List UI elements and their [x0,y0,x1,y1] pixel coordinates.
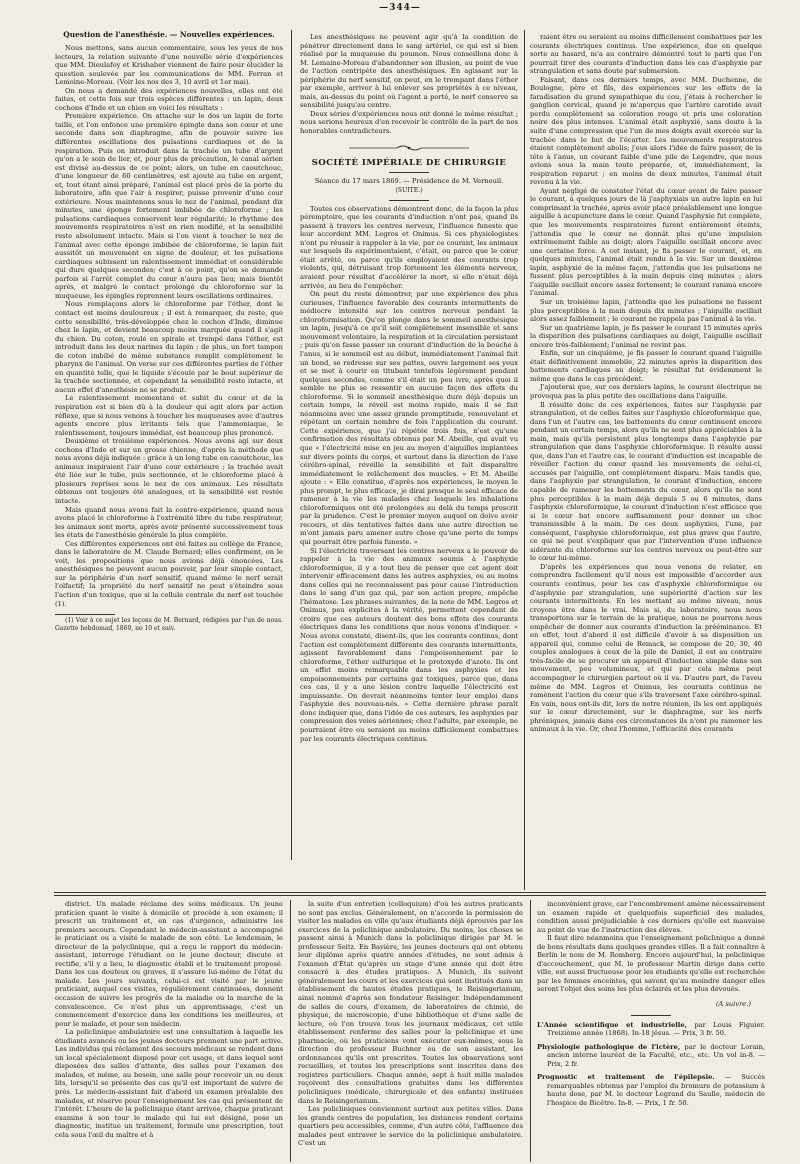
paragraph: Enfin, sur un cinquième, je fis passer le courant quand l'aiguille était définitivement immobile, 22 minutes après la disparition des battements cardiaques au doigt; le résultat fut évidemment le même que dans le cas précédent. [530,349,762,383]
paragraph: Il résulte donc de ces expériences, faites sur l'asphyxie par strangulation, et de celles faites sur l'asphyxie chloroformique que, dans l'un et l'autre cas, les battements du cœur continuent encore pendant un certain temps, alors qu'ils ne sont plus appréciables à la main, mais qu'ils persistent plus longtemps dans l'asphyxie par strangulation que dans l'asphyxie chloroformique. Il résulte aussi que, dans l'un et l'autre cas, le courant d'induction est incapable de réveiller l'action du cœur quand les mouvements de celui-ci, accusés par l'aiguille, ont complètement disparu. Mais tandis que, dans l'asphyxie par strangulation, le courant d'induction, encore capable de ramener les battements du cœur, alors qu'ils ne sont plus perceptibles à la main déjà depuis 5 ou 6 minutes, dans l'asphyxie chloroformique, le courant d'induction n'est efficace que si le cœur bat encore suffisamment pour donner un choc transmissible à la main. De ces deux asphyxies, l'une, par conséquent, l'asphyxie chloroformique, est plus grave que l'autre, ce qui ne peut s'expliquer que par l'intervention d'une influence sidérante du chloroforme sur les centres nerveux ou peut-être sur le cœur lui-même. [530,400,762,563]
column-rule-1 [291,30,292,860]
suite-label: (SUITE.) [395,187,423,195]
bibliography-detail: par le docteur Lorain, ancien interne lauréat de la Faculté, etc., etc. Un vol in-8. — Prix, 2 fr. [547,1042,765,1068]
to-be-continued: (A suivre.) [715,1000,751,1009]
paragraph: inconvénient grave, car l'encombrement amène nécessairement un examen rapide et quelquefois superficiel des malades, condition aussi préjudiciable à ces derniers qu'elle est mauvaise au point de vue de l'instruction des élèves. [537,900,765,934]
column-2 [300,33,518,888]
paragraph: Si l'électricité traversant les centres nerveux a le pouvoir de rappeler à la vie des animaux soumis à l'asphyxie chloroformique, il y a tout lieu de penser que cet agent doit intervenir efficacement dans les autres asphyxies, ou au moins dans celles qui ne reconnaissent pas pour cause l'introduction dans le sang d'un gaz qui, par son action propre, empêche l'hématose. Les phrases suivantes, de la note de MM. Legros et Onimus, peu explicites à la vérité, permettent cependant de croire que ces auteurs doutent des bons effets des courants électriques dans les conditions que nous venons d'indiquer. « Nous avons constaté, disent-ils, que les courants continus, dont l'action est complètement différente des courants intermittents, agissent favorablement dans l'empoisonnement par le chloroforme, l'éther sulfurique et le protoxyde d'azote. Ils ont un effet moins remarquable dans les asphyxies et les empoisonnements par certains gaz toxiques, parce que, dans ces cas, il y a une lésion contre laquelle l'électricité est impuissante. On devrait néanmoins tenter leur emploi dans l'asphyxie des nouveau-nés. » Cette dernière phrase paraît donc indiquer que, dans l'idée de ces auteurs, les asphyxies par compression des voies aériennes; chez l'adulte, par exemple, ne pourraient être ou seraient au moins difficilement combattues par les courants électriques continus. [300,546,518,743]
paragraph: Les policliniques conviennent surtout aux petites villes. Dans les grands centres de population, les distances rendent certains quartiers peu accessibles, comme, d'un autre côté, l'affluence des malades peut entraver le service de la policlinique ambulatoire. C'est un [298,1105,523,1148]
paragraph: la suite d'un entretien (colloquium) d'où les autres praticants ne sont pas exclus. Généralement, on n'accorde la permission de visiter les malades en ville qu'aux étudiants déjà éprouvés par les exercices de la policlinique ambulatoire. Du moins, les choses se passent ainsi à Munich dans la policlinique dirigée par M. le professeur Seitz. En Bavière, les jeunes docteurs qui ont obtenu leur diplôme après quatre années d'études, ne sont admis à l'examen d'État qu'après un stage d'une année qui doit être consacré à des études pratiques. A Munich, ils suivent généralement les cours et les exercices qui sont institués dans un établissement de hautes études pratiques, le Reisingerianum, ainsi nommé d'après son fondateur Reisinger. Indépendamment de salles de cours, d'examen, de laboratoires de chimie, de physique, de microscopie, d'une bibliothèque et d'une salle de lecture, où l'on trouve tous les journaux médicaux, cet utile établissement renferme des salles pour la policlinique et une pharmacie, où les praticiens vont exécuter eux-mêmes, sous la direction du professeur Buchner ou de son assistant, les ordonnances qu'ils ont prescrites. Toutes les observations sont recueillies, et toutes les prescriptions sont inscrites dans des registres particuliers. Chaque année, sept à huit mille malades reçoivent des consultations gratuites dans les différentes policliniques (médicale, chirurgicale et des enfants) instituées dans le Reisingerianum. [298,900,523,1105]
paragraph: Première expérience. On attache sur le dos un lapin de forte taille, et l'on enfonce une première épingle dans son cœur et une seconde dans son diaphragme, afin de pouvoir suivre les différentes oscillations des pulsations cardiaques et de la respiration. Puis on introduit dans la trachée un tube d'argent qu'on a le soin de lier, et, pour plus de précaution, le canal aérien est divisé au-dessus de ce point; alors, un tube en caoutchouc, d'une longueur de 60 centimètres, est ajouté au tube en argent, et, tout étant ainsi préparé, l'animal est placé près de la porte du laboratoire, afin que l'air à respirer, puisse provenir d'une cour extérieure. Nous maintenons sous le nez de l'animal, pendant dix minutes, une éponge fortement imbibée de chloroforme ; les pulsations cardiaques conservent leur régularité; le rhythme des mouvements respiratoires n'est en rien modifié, et la sensibilité reste absolument intacte. Mais si l'on vient à toucher le nez de l'animal avec cette éponge imbibée de chloroforme, le lapin fait aussitôt un mouvement en signe de douleur, et les pulsations cardiaques subissent un ralentissement immédiat et considérable qui dure quelques secondes; c'est à ce point, qu'on se demande parfois si l'arrêt complet du cœur n'aura pas lieu; mais bientôt après, et malgré le contact prolongé du chloroforme sur la muqueuse, les épingles reprennent leurs oscillations ordinaires. [55,112,283,300]
feuilleton-column-3 [537,900,765,1162]
title-rule [389,200,429,201]
page-number: —344— [379,3,421,13]
bibliography-title: L'Année scientifique et industrielle, [537,1020,687,1029]
footnote: (1) Voir à ce sujet les leçons de M. Bernard, rédigées par l'un de nous. Gazette hebdomad, 1869, no 10 et suiv. [55,617,283,632]
column-3 [530,33,762,888]
column-1 [55,30,283,855]
ornament-divider-icon [349,144,469,152]
section-rule [54,892,766,893]
footnote-rule [55,614,115,615]
article-heading-anesthesie: Question de l'anesthésie. — Nouvelles expériences. [63,30,275,39]
paragraph: Ayant négligé de constater l'état du cœur avant de faire passer le courant, à quelques jours de là j'asphyxiais un autre lapin en lui comprimant la trachée, après avoir placé préalablement une longue aiguille à acupuncture dans le cœur. Quand l'asphyxie fut complète, que les mouvements respiratoires furent entièrement éteints, j'attendis que le cœur ne donnât plus qu'une impulsion extrêmement faible au doigt; alors l'aiguille oscillait encore avec une certaine force. A cet instant, je fis passer le courant, et, en quelques minutes, l'animal était rendu à la vie. Sur un deuxième lapin, asphyxié de la même façon, j'attendis que les pulsations ne fussent plus perceptibles à la main depuis cinq minutes ; alors l'aiguille oscillait encore assez fortement; le courant ranima encore l'animal. [530,186,762,298]
bibliography-detail: par Louis Figuier. Treizième année (1868). In-18 jésus. — Prix, 3 fr. 50. [547,1020,765,1038]
paragraph: Il faut dire néanmoins que l'enseignement policlinique a donné de bons résultats dans quelques grandes villes. Il a fait connaître à Berlin le nom de M. Romberg. Encore aujourd'hui, la policlinique d'accouchement, que M. le professeur Martin dirige dans cette ville, est aussi fructueuse pour les étudiants qu'elle est recherchée par les femmes enceintes, qui savent qu'au moindre danger elles seront l'objet des soins les plus éclairés et les plus dévoués. [537,934,765,994]
paragraph: D'après les expériences que nous venons de relater, en comprendra facilement qu'il nous est impossible d'accorder aux courants continus, pour les cas d'asphyxie chloroformique ou d'asphyxie par strangulation, une supériorité d'action sur les courants intermittents. En les mettant au même niveau, nous croyons être dans le vrai. Mais si, du laboratoire, nous nous transportons sur le terrain de la pratique, nous ne pourrons nous empêcher de donner aux courants d'induction la prééminance. Et en effet, tout d'abord il est difficile d'avoir à sa disposition un appareil qui, comme celui de Remack, se compose de 20, 30, 40 couples analogues à ceux de la pile de Daniel, il est au contraire très-facile de se procurer un appareil d'induction simple dans son mouvement, peu volumineux, et qui par cela même peut accompagner le chirurgien partout où il va. D'autre part, de l'aveu même de MM. Legros et Onimus, les courants continus ne ramènent l'action du cœur que s'ils traversent l'axe cérébro-spinal. En vain, nous ont-ils dit, lors de notre réunion, ils les ont appliqués sur le cœur directement, sur le diaphragme, sur les nerfs phréniques, jamais dans ces circonstances ils n'ont pu ramener les animaux à la vie. Or, chez l'homme, l'efficacité des courants [530,562,762,734]
society-title: SOCIÉTÉ IMPÉRIALE DE CHIRURGIE [311,157,507,168]
bibliography-entry [537,1073,765,1107]
bibliography-title: Prognostic et traitement de l'épilepsie. [537,1073,715,1082]
paragraph: Nous mettons, sans aucun commentaire, sous les yeux de nos lecteurs, la relation suivante d'une nouvelle série d'expériences que MM. Dieulafoy et Krishaber viennent de faire pour élucider la question soulevée par les communications de MM. Ferran et Lemoine-Moreau. (Voir les nos des 3, 10 avril et 1er mai). [55,44,283,87]
paragraph: Toutes ces observations démontrent donc, de la façon la plus péremptoire, que les courants d'induction n'ont pas, quand ils passent à travers les centres nerveux, l'influence funeste que leur accordent MM. Legros et Onimus. Si ces physiologistes n'ont pu réussir à rappeler à la vie, par ce courant, les animaux sur lesquels ils expérimentaient, c'était, ou parce que le cœur était arrêté, ou parce qu'ils employaient des courants trop violents, qui, détruisant trop fortement les éléments nerveux, avaient pour résultat d'accélérer la mort, si elle n'était déjà arrivée, au lieu de l'empêcher. [300,204,518,290]
feuilleton-column-1 [55,900,283,1162]
feuilleton-column-2 [298,900,523,1162]
paragraph: Sur un troisième lapin, j'attendis que les pulsations ne fussent plus perceptibles à la main depuis dix minutes ; l'aiguille oscillait alors assez faiblement ; le courant ne rappela pas l'animal à la vie. [530,297,762,324]
paragraph: raient être ou seraient au moins difficilement combattues par les courants électriques continus. Une expérience, due en quelque sorte au hasard, m'a au contraire démontré tout le parti que l'on pourrait tirer des courants d'induction dans les cas d'asphyxie par strangulation et sans doute par submersion. [530,33,762,76]
paragraph: Mais quand nous avons fait la contre-expérience, quand nous avons placé le chloroforme à l'extrémité libre du tube respirateur, les animaux sont morts, après avoir présenté successivement tous les états de l'anesthésie générale la plus complète. [55,505,283,540]
paragraph: Le ralentissement momentané et subit du cœur et de la respiration est si bien dû à la douleur qui agit alors par action réflexe, que si nous venons à toucher les muqueuses avec d'autres agents encore plus irritants tels que l'ammoniaque, le ralentissement, toujours immédiat, est beaucoup plus prononcé. [55,394,283,437]
paragraph: Nous remplaçons alors le chloroforme par l'éther, dont le contact est moins douloureux ; il est à remarquer, du reste, que cette sensibilité, très-développée chez le cochon d'Inde, diminue chez le lapin, et devient beaucoup moins marquée quand il s'agit du chien. Du coton, roulé en spirale et trempé dans l'éther, est introduit dans les deux narines du lapin ; de plus, un fort tampon de coton imbibé de même substance remplit complètement le pharynx de l'animal. On verse sur ces différentes parties de l'éther en quantité telle, que le liquide s'écoule par le bout supérieur de la trachée sectionnée, et cependant la sensibilité reste intacte, et aucun effet d'anesthésie ne se produit. [55,300,283,394]
paragraph: On peut du reste démontrer, par une expérience des plus curieuses, l'influence favorable des courants intermittents de médiocre intensité sur les centres nerveux pendant la chloroformisation. Qu'on plonge dans le sommeil anesthésique un lapin, jusqu'à ce qu'il soit complètement insensible et sans mouvement volontaire, la respiration et la circulation persistant ; puis qu'on fasse passer un courant d'induction de la bouche à l'anus, si le sommeil est au début, immédiatement l'animal fait un bond, se redresse sur ses pattes, ouvre largement ses yeux et se met à courir en titubant tontefois légèrement pendant quelques secondes, comme s'il était un peu ivre, après quoi il semble ne plus se ressentir en aucune façon des effets du chloroforme. Si le sommeil anesthésique dure déjà depuis un certain temps, le réveil est moins rapide, mais il se fait néanmoins avec une assez grande promptitude, renouvelant et répétant un certain nombre de fois l'application du courant. Cette expérience, que j'ai répétée trois fois, n'est qu'une confirmation des résultats obtenus par M. Abeille, qui avait vu que « l'électricité mise en jeu au moyen d'aiguilles implantées sur divers points du corps, et surtout dans la direction de l'axe cérébro-spinal, réveille la sensibilité et fait disparaître immédiatement le relâchement des muscles. » Et M. Abeille ajoute : « Elle constitue, d'après nos expériences, le moyen le plus prompt, le plus efficace, je dirai presque le seul efficace de ramener à la vie les malades chez lesquels les inhalations chloroformiques ont été prolongées au delà du temps prescrit par la prudence. C'est le premier moyen auquel on doive avoir recours, et dès tentatives faites dans une autre direction ne m'ont jamais paru amener autre chose qu'une perte de temps qui pourrait être parfois funeste. » [300,290,518,546]
bibliography-detail: — Succès remarquables obtenus par l'emploi du bromure de potassium à haute dose, par M. le docteur Legrand du Saulle, médecin de l'hospice de Bicêtre. In-8. — Prix, 1 fr. 50. [547,1073,765,1107]
bibliography-title: Physiologie pathologique de l'ictère, [537,1042,681,1051]
paragraph: On nous a demandé des expériences nouvelles, elles ont été faites, et cette fois sur trois espèces différentes : un lapin, deux cochons d'Inde et un chien en voici les résultats : [55,86,283,112]
paragraph: Ces différentes expériences ont été faites au collège de France, dans le laboratoire de M. Claude Bernard; elles confirment, on le voit, les propositions que nous avions déjà énoncées. Les anesthésiques ne peuvent aucun pouvoir, par leur simple contact, sur la périphérie d'un nerf sensitif, quand même le nerf serait l'olfactif; la propriété du nerf sensitif ne peut s'éteindre sous l'action d'un toxique, que si la cellule centrale du nerf est touchée (1). [55,539,283,608]
paragraph: Deuxième et troisième expériences. Nous avons agi sur deux cochons d'Inde et sur un grosse chienne, d'après la méthode que nous avons déjà indiquée : grâce à un long tube en caoutchouc, les animaux inspiraient l'air d'une cour extérieure ; la trachée avait été liée sur le tube, puis sectionnée, et le chloroforme placé à plusieurs reprises sous le nez de ces animaux. Les résultats obtenus ont toujours été analogues, et la sensibilité est restée intacte. [55,437,283,505]
paragraph: J'ajouterai que, sur ces derniers lapins, le courant électrique ne provoqua pas la plus petite des oscillations dans l'aiguille. [530,383,762,400]
paragraph: Sur un quatrième lapin, je fis passer le courant 15 minutes après la disparition des pulsations cardiaques au doigt, l'aiguille oscillait encore très-faiblement; l'animal ne revint pas. [530,323,762,349]
bibliography-entry [537,1021,765,1038]
paragraph: La policlinique ambulatoire est une consultation à laquelle les étudiants avancés ou les jeunes docteurs prennent une part active. Les individus qui réclament des secours médicaux se rendent dans un local spécialement disposé pour cet usage, et dans lequel sont disposées des salles d'attente, des salles pour l'examen des malades, et même, au besoin, une salle pour recevoir un ou deux lits, lorsqu'il se présente des cas qu'il est important de suivre de près. Le médecin-assistant fait d'abord un examen préalable des malades, et réserve pour l'enseignement les cas qui présentent de l'intérêt. L'heure de la policlinique étant arrivée, chaque praticant examine à son tour le malade qui lui est désigné, pose un diagnostic, institue un traitement, formule une prescription, tout cela sous l'œil du maître et à [55,1028,283,1139]
bibliography-rule [631,1015,671,1016]
paragraph: district. Un malade réclame des soins médicaux. Un jeune praticien quant le visite à domicile et procède à son examen; il prescrit un traitement et, en cas d'urgence, administre les premiers secours. Cependant le médecin-assistant a accompagné le praticiant ou a visité le malade de son côté. Le lendemain, le directeur de la polyclinique, qui a reçu le rapport du médecin-assistant, interroge l'étudiant ou le jeune docteur, discute et rectifie, s'il y a lieu, le diagnostic établi et le traitement proposé. Dans les cas douteux ou graves, il s'assure lui-même de l'état du malade. Les jours suivants, celui-ci est visité par le jeune praticiant, auquel ces visites, régulièrement continuées, donnent occasion de suivre les progrès de la maladie ou la marche de la convalescence. Ce n'est plus un apprentissage, c'est un commencement d'exercice dans les conditions les meilleures, et pour le malade, et pour son médecin. [55,900,283,1028]
paragraph: Faisant, dans ces derniers temps, avec MM. Duchenne, de Boulogne, père et fils, des expériences sur les effets de la faradisation du grand sympathique du cou, j'étais à rechercher le ganglion cervical, quand je m'aperçus que l'artère carotide avait perdu complètement sa coloration rouge et pris une coloration noire des plus intenses. L'animal était asphyxié, sans doute à la suite d'une compression que l'un de mes doigts avait exercée sur la trachée dans le but de l'écarter. Les mouvements respiratoires étaient complètement abolis; j'eus alors l'idée de faire passer, de la tête à l'anus, un courant faible d'une pile de Legendre, que nous avions sous la main toute préparée, et, immédiatement, la respiration reparut ; en moins de deux minutes, l'animal était revenu à la vie. [530,75,762,187]
session-line: Séance du 17 mars 1869. — Présidence de M. Verneuil. [314,176,504,185]
bibliography-entry [537,1043,765,1069]
title-rule [389,172,429,173]
column-rule-3 [290,900,291,1162]
column-rule-2 [524,30,525,890]
column-rule-4 [530,900,531,1162]
section-rule [54,895,766,896]
paragraph: Les anesthésiques ne peuvent agir qu'à la condition de pénétrer directement dans le sang artériel, ce qui est si bien réalisé par la muqueuse du poumon. Nous conseillons donc à M. Lemaine-Moreau d'abandonner son illusion, au point de vue de l'action centripète des anesthésiques. En agissant sur la périphérie du nerf sensitif, on peut, en le trempant dans l'éther par exemple, arriver à lui enlever ses propriétés à ce niveau, mais, au-dessus du point où l'agent a porté, le nerf conserve sa sensibilité jusqu'au centre. [300,33,518,110]
paragraph: Deux séries d'expériences nous ont donné le même résultat ; nous serions heureux d'en recevoir le contrôle de la part de nos honorables contradicteurs. [300,109,518,136]
